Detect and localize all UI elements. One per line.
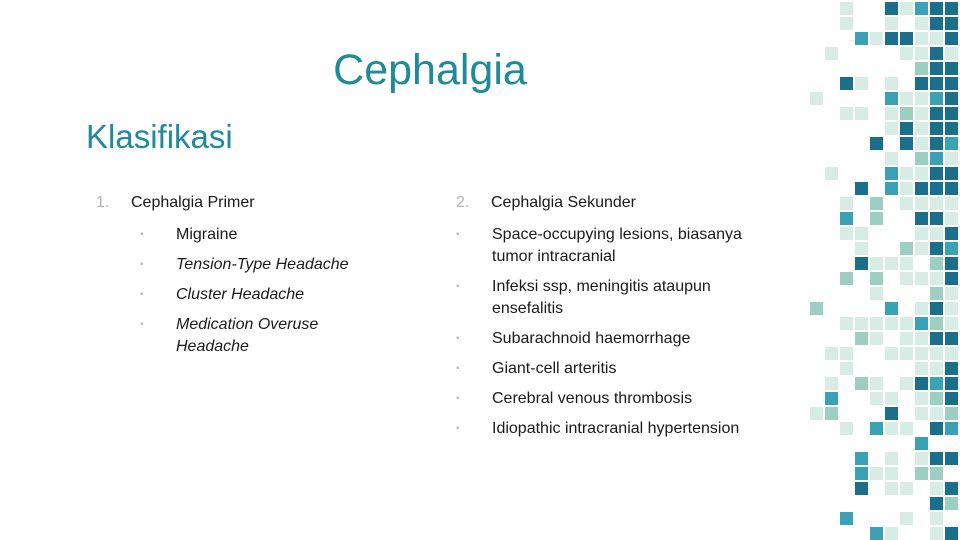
mosaic-tile [840, 212, 853, 225]
mosaic-tile [870, 32, 883, 45]
mosaic-tile [810, 407, 823, 420]
mosaic-tile [855, 482, 868, 495]
mosaic-tile [915, 17, 928, 30]
mosaic-tile [825, 347, 838, 360]
mosaic-tile [870, 377, 883, 390]
mosaic-tile [945, 407, 958, 420]
mosaic-tile [885, 152, 898, 165]
mosaic-tile [840, 317, 853, 330]
mosaic-tile [945, 242, 958, 255]
mosaic-tile [945, 272, 958, 285]
mosaic-tile [855, 257, 868, 270]
mosaic-tile [915, 167, 928, 180]
mosaic-tile [915, 197, 928, 210]
mosaic-tile [930, 317, 943, 330]
mosaic-tile [900, 122, 913, 135]
mosaic-tile [930, 272, 943, 285]
list-item-text: Medication Overuse Headache [176, 316, 319, 355]
mosaic-tile [900, 32, 913, 45]
mosaic-tile [945, 77, 958, 90]
mosaic-tile [930, 122, 943, 135]
primary-number: 1. [96, 194, 110, 211]
mosaic-tile [930, 257, 943, 270]
slide-subtitle: Klasifikasi [86, 118, 233, 155]
mosaic-tile [840, 422, 853, 435]
mosaic-tile [915, 62, 928, 75]
bullet-icon: ▪ [140, 289, 144, 300]
mosaic-tile [945, 392, 958, 405]
mosaic-tile [915, 272, 928, 285]
mosaic-tile [930, 227, 943, 240]
list-item-text: Giant-cell arteritis [492, 360, 617, 377]
mosaic-tile [945, 452, 958, 465]
mosaic-tile [930, 512, 943, 525]
mosaic-tile [870, 257, 883, 270]
mosaic-tile [870, 332, 883, 345]
mosaic-tile [945, 332, 958, 345]
mosaic-tile [900, 512, 913, 525]
mosaic-tile [900, 182, 913, 195]
mosaic-tile [885, 17, 898, 30]
mosaic-tile [915, 302, 928, 315]
mosaic-tile [930, 212, 943, 225]
mosaic-tile [855, 332, 868, 345]
mosaic-tile [900, 377, 913, 390]
secondary-heading: Cephalgia Sekunder [491, 194, 636, 211]
mosaic-tile [945, 152, 958, 165]
mosaic-tile [915, 467, 928, 480]
list-item-text: Space-occupying lesions, biasanya tumor intracranial [492, 226, 742, 265]
mosaic-tile [915, 332, 928, 345]
mosaic-tile [900, 257, 913, 270]
mosaic-tile [840, 272, 853, 285]
mosaic-tile [840, 107, 853, 120]
mosaic-tile [930, 167, 943, 180]
primary-heading: Cephalgia Primer [131, 194, 255, 211]
mosaic-tile [900, 272, 913, 285]
mosaic-tile [945, 362, 958, 375]
mosaic-tile [870, 272, 883, 285]
mosaic-tile [915, 92, 928, 105]
mosaic-tile [915, 362, 928, 375]
mosaic-tile [900, 107, 913, 120]
mosaic-tile [870, 287, 883, 300]
mosaic-tile [885, 302, 898, 315]
mosaic-tile [930, 467, 943, 480]
mosaic-tile [945, 107, 958, 120]
mosaic-tile [900, 92, 913, 105]
mosaic-tile [870, 137, 883, 150]
mosaic-tile [855, 182, 868, 195]
mosaic-tile [885, 422, 898, 435]
mosaic-tile [915, 452, 928, 465]
mosaic-tile [930, 452, 943, 465]
mosaic-tile [825, 392, 838, 405]
mosaic-tile [900, 332, 913, 345]
mosaic-tile [945, 137, 958, 150]
mosaic-tile [945, 422, 958, 435]
mosaic-tile [885, 182, 898, 195]
mosaic-tile [930, 17, 943, 30]
list-item-text: Cerebral venous thrombosis [492, 390, 693, 407]
mosaic-tile [855, 467, 868, 480]
mosaic-tile [900, 137, 913, 150]
mosaic-tile [900, 197, 913, 210]
bullet-icon: ▪ [456, 333, 460, 344]
list-item-text: Migraine [176, 226, 238, 243]
mosaic-tile [885, 407, 898, 420]
mosaic-tile [945, 497, 958, 510]
bullet-icon: ▪ [140, 319, 144, 330]
mosaic-tile [930, 2, 943, 15]
mosaic-tile [840, 197, 853, 210]
mosaic-tile [825, 167, 838, 180]
mosaic-tile [885, 77, 898, 90]
mosaic-tile [840, 77, 853, 90]
mosaic-tile [885, 107, 898, 120]
bullet-icon: ▪ [456, 393, 460, 404]
mosaic-tile [900, 482, 913, 495]
mosaic-tile [855, 227, 868, 240]
mosaic-tile [945, 2, 958, 15]
mosaic-tile [870, 392, 883, 405]
mosaic-tile [915, 347, 928, 360]
mosaic-tile [915, 77, 928, 90]
list-item-text: Cluster Headache [176, 286, 305, 303]
mosaic-tile [885, 527, 898, 540]
mosaic-tile [915, 227, 928, 240]
mosaic-tile [915, 47, 928, 60]
mosaic-tile [915, 407, 928, 420]
mosaic-tile [915, 2, 928, 15]
mosaic-tile [915, 107, 928, 120]
mosaic-tile [855, 377, 868, 390]
mosaic-tile [945, 182, 958, 195]
mosaic-tile [930, 137, 943, 150]
mosaic-tile [915, 137, 928, 150]
mosaic-tile [840, 2, 853, 15]
mosaic-tile [885, 392, 898, 405]
mosaic-tile [945, 302, 958, 315]
mosaic-tile [945, 197, 958, 210]
mosaic-tile [885, 122, 898, 135]
mosaic-tile [885, 257, 898, 270]
mosaic-tile [885, 467, 898, 480]
mosaic-tile [825, 377, 838, 390]
mosaic-tile [915, 392, 928, 405]
mosaic-tile [945, 287, 958, 300]
mosaic-tile [930, 197, 943, 210]
bullet-icon: ▪ [456, 363, 460, 374]
mosaic-tile [810, 302, 823, 315]
mosaic-tile [900, 2, 913, 15]
mosaic-tile [855, 32, 868, 45]
mosaic-tile [870, 467, 883, 480]
bullet-icon: ▪ [456, 423, 460, 434]
mosaic-tile [930, 152, 943, 165]
mosaic-tile [945, 227, 958, 240]
mosaic-tile [945, 212, 958, 225]
mosaic-tile [930, 47, 943, 60]
mosaic-tile [945, 527, 958, 540]
mosaic-tile [930, 182, 943, 195]
mosaic-tile [930, 377, 943, 390]
mosaic-tile [930, 407, 943, 420]
mosaic-tile [930, 77, 943, 90]
mosaic-tile [900, 242, 913, 255]
mosaic-tile [885, 452, 898, 465]
mosaic-tile [930, 287, 943, 300]
list-item-text: Idiopathic intracranial hypertension [492, 420, 740, 437]
mosaic-tile [945, 17, 958, 30]
mosaic-tile [885, 317, 898, 330]
mosaic-tile [885, 92, 898, 105]
mosaic-tile [945, 47, 958, 60]
mosaic-tile [855, 77, 868, 90]
mosaic-tile [855, 317, 868, 330]
bullet-icon: ▪ [140, 259, 144, 270]
mosaic-tile [945, 482, 958, 495]
mosaic-tile [870, 212, 883, 225]
mosaic-tile [915, 122, 928, 135]
mosaic-tile [825, 47, 838, 60]
mosaic-tile [900, 167, 913, 180]
mosaic-tile [930, 422, 943, 435]
mosaic-tile [930, 482, 943, 495]
mosaic-tile [870, 317, 883, 330]
mosaic-tile [930, 92, 943, 105]
mosaic-tile [855, 107, 868, 120]
mosaic-tile [945, 317, 958, 330]
mosaic-tile [870, 197, 883, 210]
mosaic-tile [930, 347, 943, 360]
mosaic-tile [840, 227, 853, 240]
mosaic-tile [915, 32, 928, 45]
list-item-text: Subarachnoid haemorrhage [492, 330, 691, 347]
mosaic-tile [840, 512, 853, 525]
mosaic-tile [915, 212, 928, 225]
mosaic-tile [915, 152, 928, 165]
mosaic-tile [945, 347, 958, 360]
mosaic-tile [945, 377, 958, 390]
mosaic-tile [915, 317, 928, 330]
mosaic-tile [915, 242, 928, 255]
mosaic-tile [930, 242, 943, 255]
mosaic-tile [945, 257, 958, 270]
mosaic-tile [840, 362, 853, 375]
mosaic-tile [930, 332, 943, 345]
bullet-icon: ▪ [456, 229, 460, 240]
mosaic-tile [915, 377, 928, 390]
mosaic-tile [870, 527, 883, 540]
mosaic-tile [900, 422, 913, 435]
mosaic-tile [885, 347, 898, 360]
mosaic-tile [885, 32, 898, 45]
mosaic-tile [900, 47, 913, 60]
mosaic-tile [930, 32, 943, 45]
slide-title: Cephalgia [333, 46, 527, 94]
bullet-icon: ▪ [140, 229, 144, 240]
mosaic-tile [855, 452, 868, 465]
mosaic-tile [810, 92, 823, 105]
bullet-icon: ▪ [456, 281, 460, 292]
mosaic-tile [945, 122, 958, 135]
mosaic-tile [840, 347, 853, 360]
list-item-text: Tension-Type Headache [176, 256, 349, 273]
list-item-text: Infeksi ssp, meningitis ataupun ensefalitis [492, 278, 711, 317]
mosaic-tile [825, 407, 838, 420]
mosaic-tile [885, 2, 898, 15]
mosaic-tile [945, 167, 958, 180]
mosaic-tile [945, 32, 958, 45]
mosaic-tile [885, 482, 898, 495]
mosaic-tile [930, 302, 943, 315]
mosaic-tile [930, 107, 943, 120]
mosaic-tile [855, 242, 868, 255]
mosaic-tile [900, 317, 913, 330]
mosaic-tile [945, 92, 958, 105]
mosaic-tile [915, 182, 928, 195]
mosaic-tile [840, 17, 853, 30]
mosaic-tile [930, 362, 943, 375]
mosaic-tile [870, 422, 883, 435]
mosaic-tile [915, 437, 928, 450]
mosaic-tile [930, 392, 943, 405]
mosaic-tile [930, 497, 943, 510]
mosaic-tile [945, 62, 958, 75]
mosaic-tile [900, 347, 913, 360]
mosaic-tile [885, 167, 898, 180]
mosaic-tile [930, 62, 943, 75]
mosaic-tile [930, 527, 943, 540]
secondary-number: 2. [456, 194, 470, 211]
